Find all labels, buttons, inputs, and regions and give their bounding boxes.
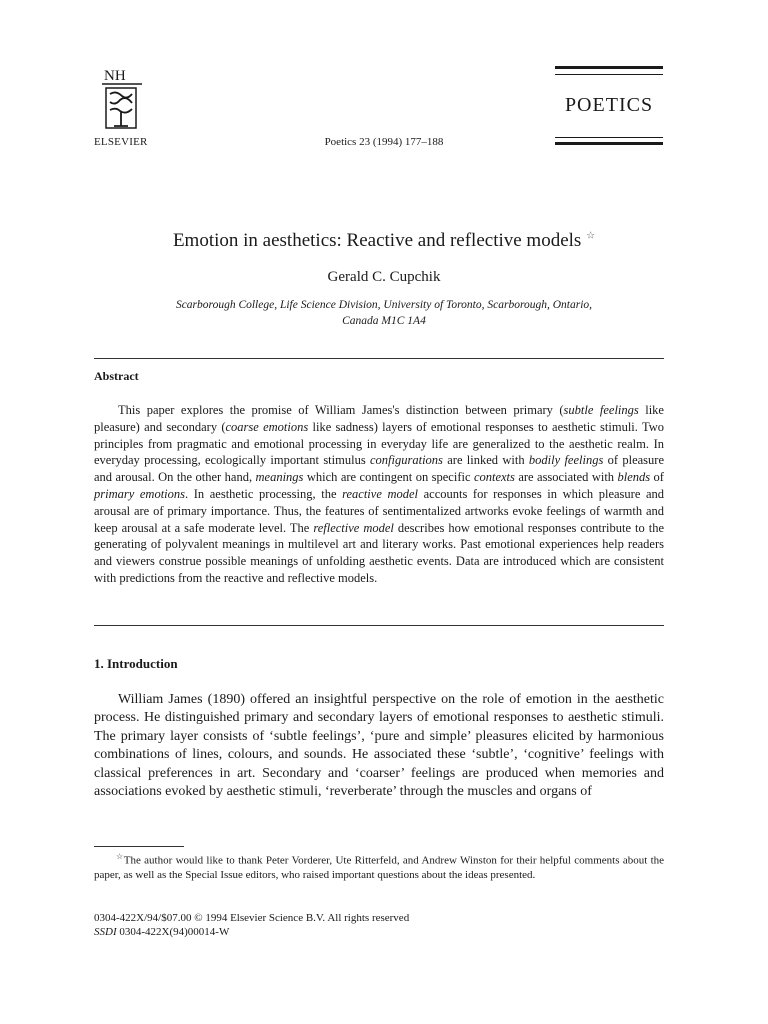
- logo-letters: NH: [104, 68, 126, 84]
- abstract-text: of: [650, 470, 664, 485]
- copyright-line: 0304-422X/94/$07.00 © 1994 Elsevier Science B.V. All rights reserved: [94, 912, 410, 924]
- journal-title: POETICS: [564, 94, 654, 116]
- abstract-emph: reflective model: [313, 520, 394, 535]
- abstract-text: describes how emotional responses contribute to the generating of polyvalent meanings in multilevel art and literary works. Past emotional experiences help readers and viewers construe possible meanings of unfolding aesthetic events. Data are introduced which are consistent with predictions from the reactive and reflective models.: [94, 520, 664, 585]
- article-title: [0, 230, 768, 252]
- abstract-emph: bodily feelings: [528, 453, 604, 468]
- abstract-text: which are contingent on specific: [303, 470, 474, 485]
- ssdi-line: [94, 925, 229, 940]
- abstract-text: like sadness) layers of emotional responses to aesthetic stimuli. Two principles from pragmatic and emotional processing in everyday life are generalized to the aesthetic realm. In everyday processing, ecologically important stimulus: [94, 419, 664, 468]
- ssdi-label: SSDI: [94, 926, 117, 938]
- abstract-text: are linked with: [442, 453, 529, 468]
- footnote-mark-icon: ☆: [116, 852, 124, 861]
- abstract-emph: contexts: [473, 470, 515, 485]
- affiliation-line-2: Canada M1C 1A4: [342, 315, 426, 327]
- author-affiliation: [120, 297, 648, 329]
- abstract-bottom-rule: [94, 625, 664, 626]
- abstract-heading: Abstract: [94, 369, 139, 383]
- introduction-body: William James (1890) offered an insightful perspective on the role of emotion in the aesthetic process. He distinguished primary and secondary layers of emotional responses to aesthetic stimuli. The primary layer consists of ‘subtle feelings’, ‘pure and simple’ pleasures elicited by harmonious combinations of lines, colours, and sounds. He associated these ‘subtle’, ‘cognitive’ feelings with classical preferences in art. Secondary and ‘coarser’ feelings are produced when memories and associations evoked by aesthetic stimuli, ‘reverberate’ through the muscles and organs of: [94, 692, 664, 800]
- ssdi-code: 0304-422X(94)00014-W: [119, 926, 230, 938]
- author-name: Gerald C. Cupchik: [327, 269, 441, 285]
- publisher-name: ELSEVIER: [94, 136, 148, 148]
- abstract-top-rule: [94, 358, 664, 359]
- masthead-rule-top: [555, 66, 663, 69]
- abstract-text: accounts for responses in which pleasure and arousal are of primary importance. Thus, the features of sentimentalized artworks evoke feelings of warmth and keep arousal at a safe moderate level. The: [94, 486, 665, 535]
- abstract-body: [94, 402, 664, 587]
- section-heading: 1. Introduction: [94, 656, 178, 671]
- footnote-mark-icon: ☆: [586, 230, 596, 242]
- abstract-emph: subtle feelings: [563, 403, 639, 417]
- affiliation-line-1: Scarborough College, Life Science Division, University of Toronto, Scarborough, Ontario,: [175, 299, 593, 311]
- masthead-rule-bottom: [555, 142, 663, 145]
- abstract-text: like pleasure) and secondary (: [94, 403, 664, 434]
- abstract-emph: meanings: [255, 470, 304, 485]
- footnote: [94, 850, 664, 883]
- masthead-rule-bottom-thin: [555, 137, 663, 138]
- abstract-emph: blends: [617, 470, 651, 485]
- abstract-emph: reactive model: [342, 486, 419, 501]
- abstract-text: are associated with: [514, 470, 618, 485]
- elsevier-logo: [96, 64, 146, 134]
- article-title-text: Emotion in aesthetics: Reactive and reflective models: [172, 230, 582, 251]
- abstract-emph: configurations: [370, 453, 443, 468]
- masthead-rule-top-thin: [555, 74, 663, 75]
- abstract-text: of pleasure and arousal. On the other hand,: [94, 453, 665, 485]
- abstract-emph: coarse emotions: [225, 419, 309, 434]
- journal-citation: Poetics 23 (1994) 177–188: [324, 136, 444, 148]
- abstract-text: This paper explores the promise of William James's distinction between primary (: [118, 403, 564, 417]
- footnote-rule: [94, 846, 184, 847]
- abstract-emph: primary emotions: [94, 486, 186, 501]
- footnote-text: The author would like to thank Peter Vorderer, Ute Ritterfeld, and Andrew Winston for their helpful comments about the paper, as well as the Special Issue editors, who raised important questions about the ideas presented.: [94, 854, 665, 882]
- abstract-text: . In aesthetic processing, the: [185, 486, 343, 501]
